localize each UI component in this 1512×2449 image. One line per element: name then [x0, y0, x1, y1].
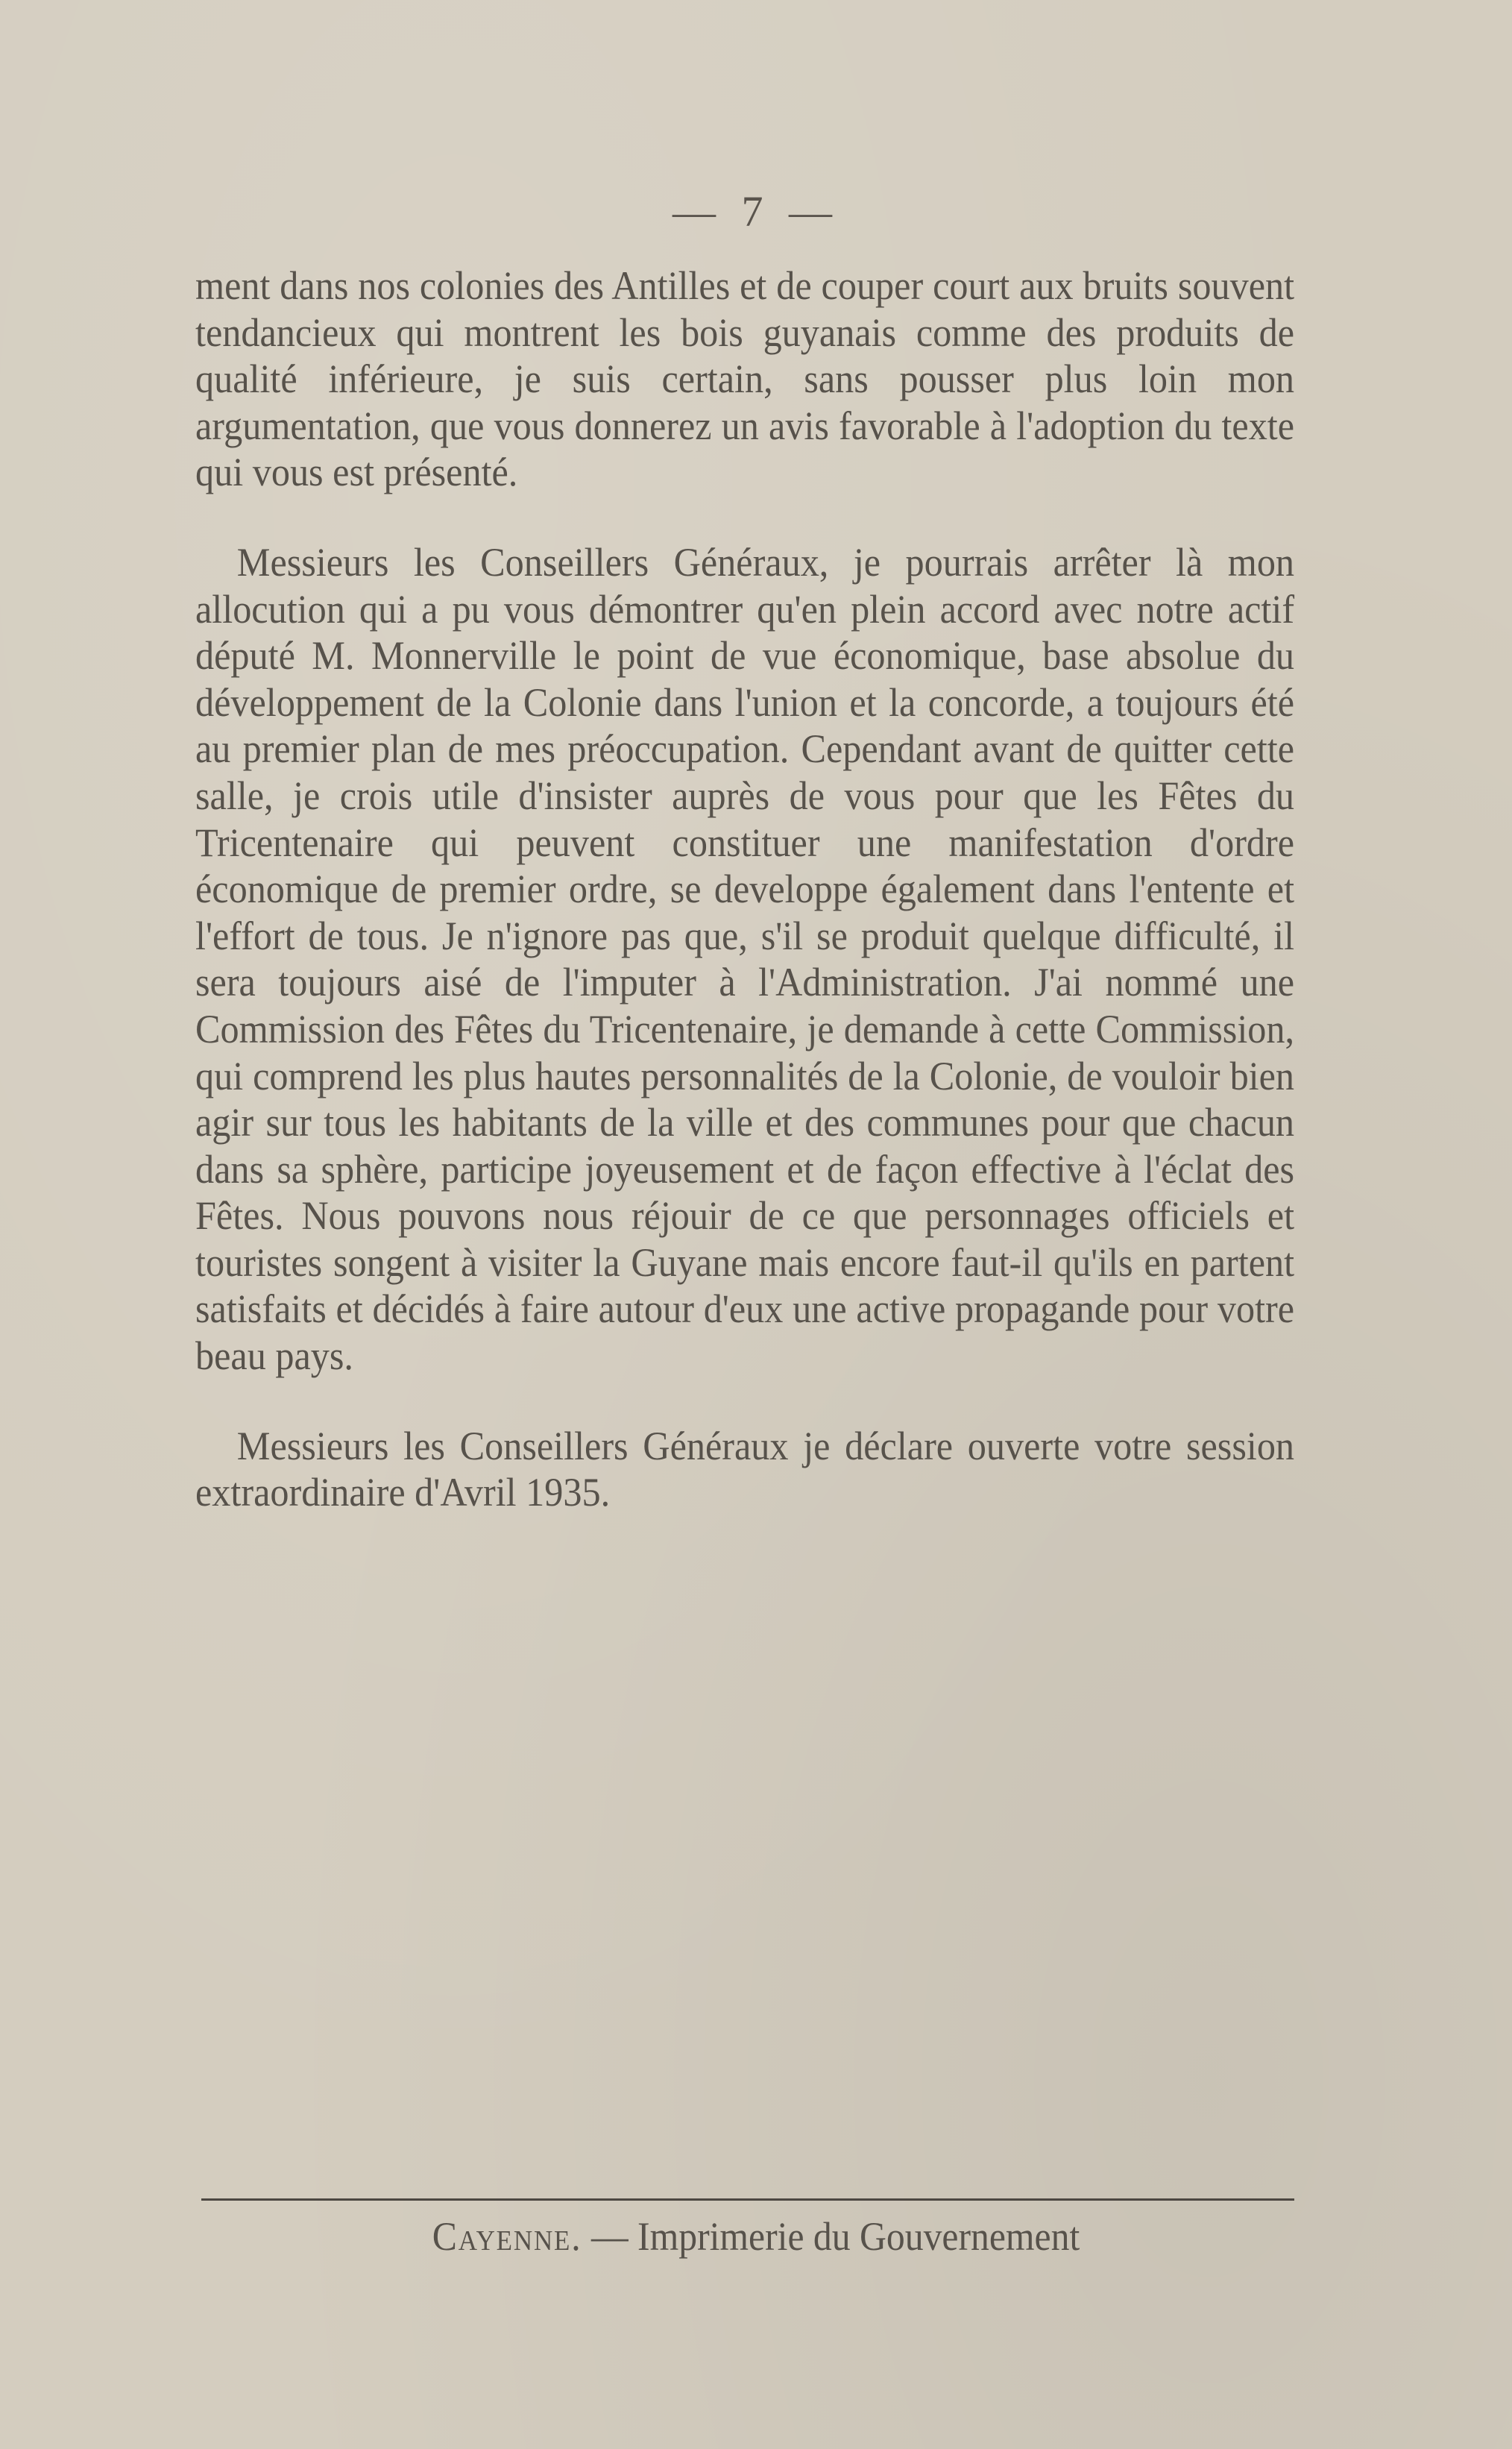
paragraph-gap — [195, 1380, 1294, 1423]
paragraph-continuation: ment dans nos colonies des Antilles et de couper court aux bruits souvent tendancieux qui montrent les bois guyanais comme des produits de qualité inférieure, je suis certain, sans pousser plus loin mon argumentation, que vous donnerez un avis favorable à l'adoption du texte qui vous est présenté. — [195, 263, 1295, 495]
paragraph-gap — [195, 496, 1294, 539]
footer-separator: — — [582, 2214, 638, 2259]
page-number: — 7 — — [672, 187, 840, 236]
printer-footer — [60, 2213, 1452, 2260]
footer-printer: Imprimerie du Gouvernement — [637, 2214, 1080, 2259]
paragraph-tricentenaire: Messieurs les Conseillers Généraux, je pourrais arrêter là mon allocution qui a pu vous démontrer qu'en plein accord avec notre actif député M. Monnerville le point de vue économique, base absolue du développement de la Colonie dans l'union et la concorde, a toujours été au premier plan de mes préoccupation. Cependant avant de quitter cette salle, je crois utile d'insister auprès de vous pour que les Fêtes du Tricentenaire qui peuvent constituer une manifestation d'ordre économique de premier ordre, se developpe également dans l'entente et l'effort de tous. Je n'ignore pas que, s'il se produit quelque difficulté, il sera toujours aisé de l'imputer à l'Administration. J'ai nommé une Commission des Fêtes du Tricentenaire, je demande à cette Commission, qui comprend les plus hautes personnalités de la Colonie, de vouloir bien agir sur tous les habitants de la ville et des communes pour que chacun dans sa sphère, participe joyeusement et de façon effective à l'éclat des Fêtes. Nous pouvons nous réjouir de ce que personnages officiels et touristes songent à visiter la Guyane mais encore faut-il qu'ils en partent satisfaits et décidés à faire autour d'eux une active propagande pour votre beau pays. — [195, 539, 1295, 1379]
paragraph-closing: Messieurs les Conseillers Généraux je déclare ouverte votre session extraordinaire d'Avril 1935. — [195, 1423, 1295, 1515]
footer-rule — [201, 2198, 1294, 2201]
body-text — [195, 262, 1294, 1516]
footer-city: Cayenne. — [432, 2214, 582, 2259]
